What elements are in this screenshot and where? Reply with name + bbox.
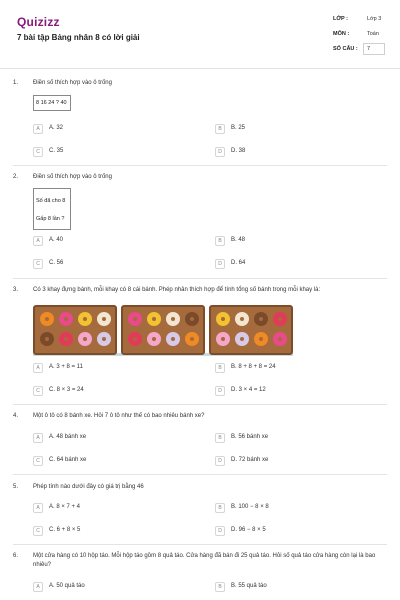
question-4-text: Một ô tô có 8 bánh xe. Hỏi 7 ô tô như thế có bao nhiêu bánh xe? [33,413,205,419]
donut [59,312,73,326]
donut [147,312,161,326]
option-letter: B [215,433,225,443]
option-text: C. 64 bánh xe [49,457,87,463]
option-letter: C [33,147,43,157]
question-divider [13,278,387,279]
option-letter: A [33,124,43,134]
option-letter: D [215,259,225,269]
option-letter: D [215,456,225,466]
option-letter: B [215,124,225,134]
option-text: A. 32 [49,125,64,131]
question-divider [13,544,387,545]
option-text: A. 48 bánh xe [49,434,87,440]
option-letter: C [33,456,43,466]
question-divider [13,165,387,166]
donut [128,332,142,346]
option-letter: C [33,526,43,536]
donut [147,332,161,346]
option-text: C. 8 × 3 = 24 [49,387,84,393]
option-text: B. 48 [231,237,246,243]
question-1-text: Điền số thích hợp vào ô trống [33,80,112,86]
option-text: D. 64 [231,260,246,266]
option-text: A. 8 × 7 + 4 [49,504,81,510]
page-title: 7 bài tập Bảng nhân 8 có lời giải [17,33,140,42]
donut [185,312,199,326]
option-text: B. 100 − 8 × 8 [231,504,269,510]
option-letter: D [215,526,225,536]
option-letter: B [215,582,225,592]
meta-count-label: SỐ CÂU : [333,46,358,52]
option-letter: A [33,433,43,443]
header-divider [0,68,400,69]
donut [166,332,180,346]
donut [40,332,54,346]
question-1-number: 1. [13,80,19,86]
question-6-number: 6. [13,553,19,559]
option-text: D. 96 − 8 × 5 [231,527,266,533]
meta-grade-label: LỚP : [333,16,348,22]
option-letter: A [33,236,43,246]
option-letter: D [215,147,225,157]
meta-count-value: 7 [367,46,371,52]
donut [128,312,142,326]
donut [40,312,54,326]
donut-tray-2 [121,305,205,355]
option-text: A. 3 + 8 = 11 [49,364,83,370]
meta-subject-value: Toán [367,31,379,37]
option-letter: C [33,259,43,269]
donut [97,332,111,346]
option-text: D. 72 bánh xe [231,457,269,463]
donut-tray-1 [33,305,117,355]
question-5-number: 5. [13,484,19,490]
question-4-number: 4. [13,413,19,419]
question-3-number: 3. [13,287,19,293]
option-letter: D [215,386,225,396]
donut [78,312,92,326]
donut [166,312,180,326]
meta-grade [333,14,389,26]
question-5-text: Phép tính nào dưới đây có giá trị bằng 46 [33,484,144,490]
donut [235,312,249,326]
question-1-box [33,95,71,111]
meta-grade-value: Lớp 3 [367,16,382,22]
question-1-box-line: 8 16 24 ? 40 [36,100,67,106]
option-letter: A [33,582,43,592]
donut [273,332,287,346]
option-text: B. 55 quả táo [231,583,267,589]
option-text: B. 25 [231,125,246,131]
meta-subject [333,29,389,41]
option-text: B. 8 + 8 + 8 = 24 [231,364,276,370]
question-divider [13,474,387,475]
question-3-text: Có 3 khay đựng bánh, mỗi khay có 8 cái bánh. Phép nhân thích hợp để tính tổng số bánh trong mỗi khay là: [33,287,321,293]
question-2-text: Điền số thích hợp vào ô trống [33,174,112,180]
donut [97,312,111,326]
donut [59,332,73,346]
option-letter: A [33,503,43,513]
question-2-box [33,188,71,230]
question-2-box-line-1: Số đã cho 8 [36,198,66,204]
donut [273,312,287,326]
header [0,0,400,68]
meta-subject-label: MÔN : [333,31,350,37]
option-text: A. 50 quả táo [49,583,85,589]
option-text: D. 3 × 4 = 12 [231,387,266,393]
brand-logo[interactable]: Quizizz [17,15,60,29]
question-divider [13,404,387,405]
donut [216,312,230,326]
option-text: D. 38 [231,148,246,154]
option-text: C. 6 + 8 × 5 [49,527,81,533]
option-letter: B [215,236,225,246]
donut-tray-3 [209,305,293,355]
donut [216,332,230,346]
donut [78,332,92,346]
option-text: C. 56 [49,260,64,266]
donut [254,332,268,346]
option-text: B. 56 bánh xe [231,434,269,440]
question-2-box-line-2: Gấp 8 lần ? [36,216,65,222]
donut [235,332,249,346]
question-6-text: Một cửa hàng có 10 hộp táo. Mỗi hộp táo gồm 8 quả táo. Cửa hàng đã bán đi 25 quả táo. Hỏi số quả táo cửa hàng còn lại là bao nhiêu? [33,553,376,568]
donut-trays-image [33,305,293,355]
donut [185,332,199,346]
option-text: A. 40 [49,237,64,243]
option-letter: C [33,386,43,396]
option-letter: A [33,363,43,373]
option-text: C. 35 [49,148,64,154]
donut [254,312,268,326]
option-letter: B [215,363,225,373]
question-2-number: 2. [13,174,19,180]
meta-count [333,44,389,56]
option-letter: B [215,503,225,513]
